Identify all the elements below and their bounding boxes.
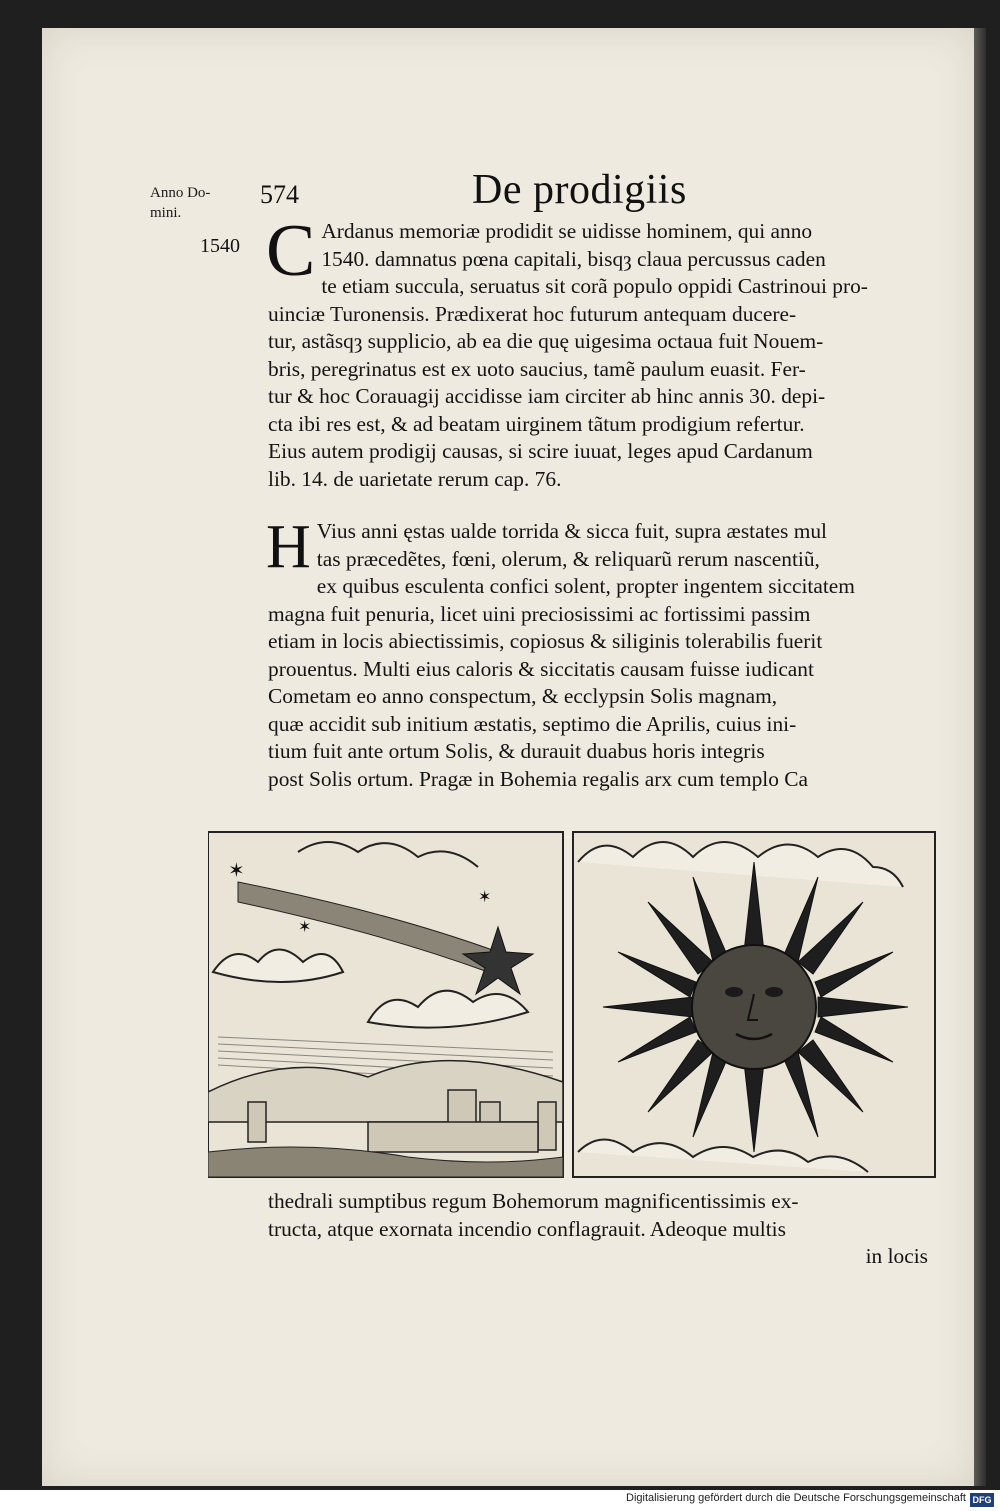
paragraph-continuation bbox=[268, 1188, 928, 1271]
text-line: lib. 14. de uarietate rerum cap. 76. bbox=[268, 466, 562, 491]
text-line: tur & hoc Corauagij accidisse iam circiter ab hinc annis 30. depi- bbox=[268, 384, 826, 408]
text-line: tas præcedẽtes, fœni, olerum, & reliquarũ rerum nascentiũ, bbox=[316, 546, 820, 571]
margin-note-line: Anno Do- bbox=[150, 185, 211, 201]
book-page bbox=[42, 28, 974, 1486]
margin-note-line: mini. bbox=[150, 205, 182, 221]
text-line: magna fuit penuria, licet uini preciosissimi ac fortissimi passim bbox=[268, 601, 811, 626]
paragraph-cardanus bbox=[266, 210, 928, 493]
text-line: etiam in locis abiectissimis, copiosus & siliginis tolerabilis fuerit bbox=[268, 629, 823, 653]
text-line: quæ accidit sub initium æstatis, septimo die Aprilis, cuius ini- bbox=[268, 711, 797, 736]
svg-text:✶: ✶ bbox=[478, 889, 492, 906]
page-number: 574 bbox=[260, 180, 299, 209]
text-line: post Solis ortum. Pragæ in Bohemia regalis arx cum templo Ca bbox=[268, 766, 809, 791]
text-line: ex quibus esculenta confici solent, propter ingentem siccitatem bbox=[316, 574, 855, 598]
margin-note bbox=[150, 183, 260, 223]
text-line: 1540. damnatus pœna capitali, bisqȝ claua percussus caden bbox=[321, 246, 826, 271]
text-line: tur, astãsqȝ supplicio, ab ea die quę uigesima octaua fuit Nouem- bbox=[268, 329, 824, 353]
text-line: Vius anni ęstas ualde torrida & sicca fuit, supra æstates mul bbox=[316, 519, 827, 543]
text-line: in locis bbox=[865, 1244, 928, 1268]
dfg-logo-icon: DFG bbox=[970, 1493, 994, 1507]
margin-year: 1540 bbox=[200, 235, 240, 257]
dropcap: H bbox=[266, 513, 311, 581]
text-line: tium fuit ante ortum Solis, & durauit duabus horis integris bbox=[268, 739, 765, 763]
text-line: uinciæ Turonensis. Prædixerat hoc futurum antequam ducere- bbox=[268, 301, 797, 326]
text-line: Cometam eo anno conspectum, & ecclypsin Solis magnam, bbox=[268, 684, 778, 708]
text-line: Ardanus memoriæ prodidit se uidisse hominem, qui anno bbox=[321, 219, 813, 243]
page-title: De prodigiis bbox=[472, 167, 687, 213]
comet-panel bbox=[208, 832, 563, 1177]
svg-text:✶: ✶ bbox=[228, 860, 245, 882]
text-line: Eius autem prodigij causas, si scire iuuat, leges apud Cardanum bbox=[268, 439, 813, 463]
text-line: prouentus. Multi eius caloris & siccitatis causam fuisse iudicant bbox=[268, 656, 814, 681]
text-line: te etiam succula, seruatus sit corã populo oppidi Castrinoui pro- bbox=[321, 274, 868, 298]
woodcut-illustration bbox=[208, 822, 938, 1182]
text-line: thedrali sumptibus regum Bohemorum magnificentissimis ex- bbox=[268, 1189, 799, 1213]
dropcap: C bbox=[266, 210, 316, 292]
text-line: bris, peregrinatus est ex uoto saucius, tamẽ paulum euasit. Fer- bbox=[268, 356, 806, 381]
paragraph-huius-anni bbox=[266, 513, 928, 793]
text-line: tructa, atque exornata incendio conflagrauit. Adeoque multis bbox=[268, 1216, 786, 1241]
sun-panel bbox=[573, 832, 935, 1177]
svg-text:✶: ✶ bbox=[298, 919, 312, 936]
footer-credit: Digitalisierung gefördert durch die Deutsche Forschungsgemeinschaft bbox=[626, 1492, 966, 1504]
text-line: cta ibi res est, & ad beatam uirginem tãtum prodigium refertur. bbox=[268, 411, 805, 436]
